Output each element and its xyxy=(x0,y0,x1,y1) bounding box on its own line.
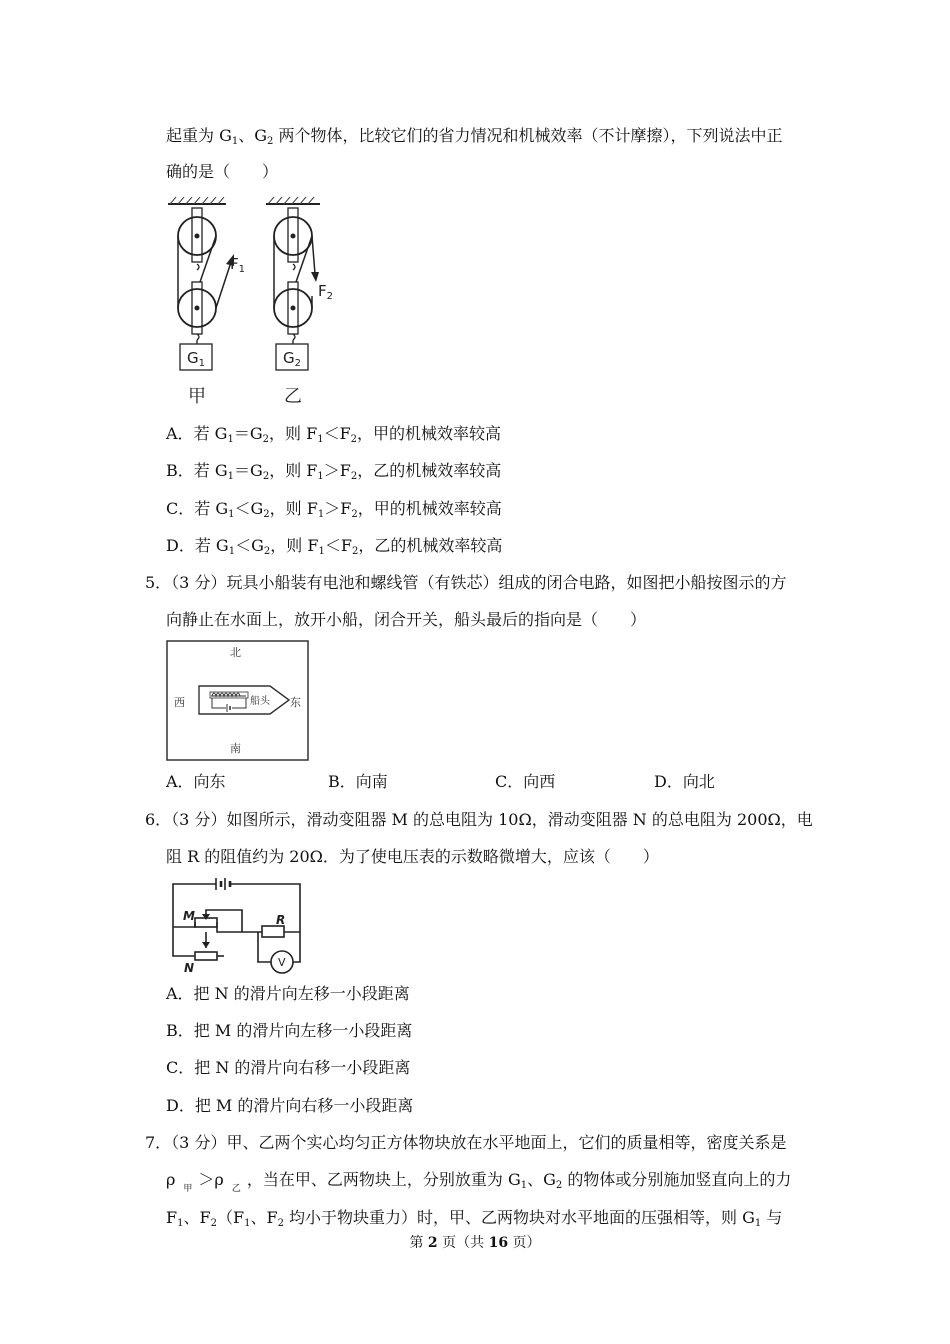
pulley-figure xyxy=(160,196,350,411)
q5-stem-line1: 5．（3 分）玩具小船装有电池和螺线管（有铁芯）组成的闭合电路，如图把小船按图示的方 xyxy=(145,573,787,592)
page-footer: 第 2 页（共 16 页） xyxy=(409,1235,541,1251)
q4-option-b[interactable]: B．若 $G_1=G_2$，则 $F_1>F_2$，乙的机械效率较高 xyxy=(166,461,502,482)
q4-option-d[interactable]: D．若 $G_1<G_2$，则 $F_1<F_2$，乙的机械效率较高 xyxy=(166,536,503,557)
label-n: N xyxy=(184,961,195,975)
q5-option-d[interactable]: D．向北 xyxy=(654,772,715,791)
label-r: R xyxy=(276,913,286,927)
compass-east: 东 xyxy=(290,696,301,709)
q5-option-b[interactable]: B．向南 xyxy=(328,772,388,791)
q7-stem-line3: $F_1$、$F_2(F_1$、$F_2$ 均小于物块重力）时，甲、乙两物块对水平地面的压强相等，则 $G_1$ 与 xyxy=(166,1208,783,1229)
q4-stem-line1: 起重为 $G_1$、$G_2$ 两个物体，比较它们的省力情况和机械效率（不计摩擦），下列说法中正 xyxy=(166,126,783,147)
compass-west: 西 xyxy=(174,696,185,709)
label-g2: $G_2$ xyxy=(283,349,301,369)
boat-bow-label: 船头 xyxy=(250,696,270,707)
q6-option-d[interactable]: D．把 M 的滑片向右移一小段距离 xyxy=(166,1096,414,1115)
q5-option-a[interactable]: A．向东 xyxy=(166,772,226,791)
label-v: V xyxy=(278,956,286,969)
q4-option-a[interactable]: A．若 $G_1=G_2$，则 $F_1<F_2$，甲的机械效率较高 xyxy=(166,424,502,445)
page-number: 2 xyxy=(427,1235,438,1251)
q6-option-a[interactable]: A．把 N 的滑片向左移一小段距离 xyxy=(166,984,410,1003)
caption-yi: 乙 xyxy=(284,386,302,407)
circuit-figure xyxy=(166,876,306,976)
q6-stem-line2: 阻 R 的阻值约为 20Ω．为了使电压表的示数略微增大，应该（ ） xyxy=(166,847,659,866)
q6-option-b[interactable]: B．把 M 的滑片向左移一小段距离 xyxy=(166,1021,413,1040)
label-m: M xyxy=(183,909,195,923)
label-f1: $F_1$ xyxy=(230,255,246,275)
q6-option-c[interactable]: C．把 N 的滑片向右移一小段距离 xyxy=(166,1058,411,1077)
q7-stem-line1: 7．（3 分）甲、乙两个实心均匀正方体物块放在水平地面上，它们的质量相等，密度关系是 xyxy=(145,1133,787,1152)
boat-figure xyxy=(166,640,310,762)
q5-option-c[interactable]: C．向西 xyxy=(495,772,556,791)
q7-stem-line2: ρ $_甲$ ＞ρ $_乙$ ，当在甲、乙两物块上，分别放重为 $G_1$、$G_2$ 的物体或分别施加竖直向上的力 xyxy=(166,1170,792,1194)
compass-south: 南 xyxy=(230,742,241,755)
q4-stem-line2: 确的是（ ） xyxy=(166,162,279,181)
page-total: 16 xyxy=(488,1235,509,1251)
caption-jia: 甲 xyxy=(188,386,206,407)
q4-option-c[interactable]: C．若 $G_1<G_2$，则 $F_1>F_2$，甲的机械效率较高 xyxy=(166,499,502,520)
label-f2: $F_2$ xyxy=(318,282,334,302)
q5-stem-line2: 向静止在水面上，放开小船，闭合开关，船头最后的指向是（ ） xyxy=(166,610,647,629)
compass-north: 北 xyxy=(230,646,241,659)
label-g1: $G_1$ xyxy=(187,349,205,369)
q6-stem-line1: 6．（3 分）如图所示，滑动变阻器 M 的总电阻为 10Ω，滑动变阻器 N 的总电阻为 200Ω，电 xyxy=(145,810,813,829)
